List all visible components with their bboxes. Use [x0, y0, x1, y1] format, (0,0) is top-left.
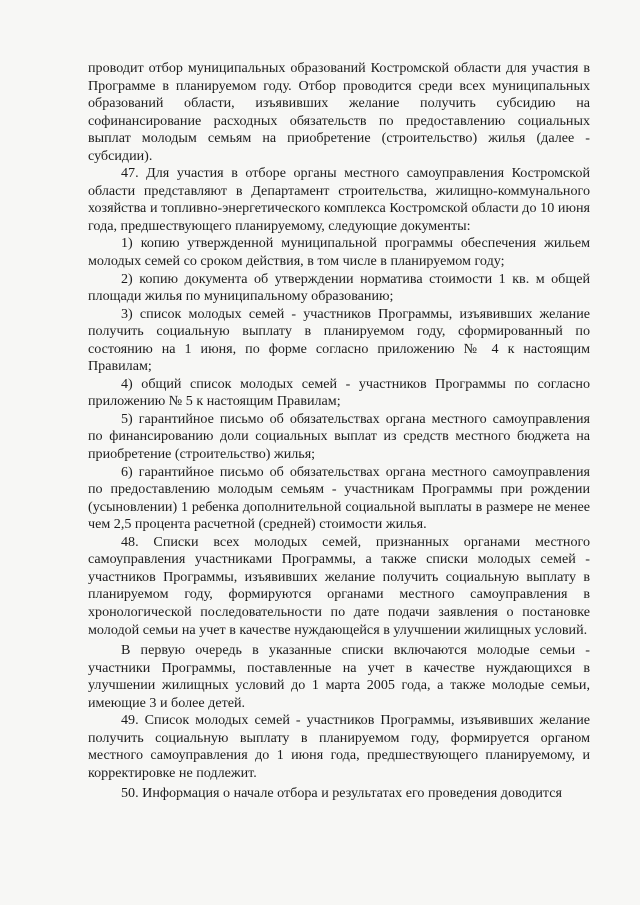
list-item-6: 6) гарантийное письмо об обязательствах органа местного самоуправления по предоставлению молодым семьям - участникам Программы при рождении (усыновлении) 1 ребенка дополнительной социальной выплаты в размере не менее чем 2,5 процента расчетной (средней) стоимости жилья. — [88, 463, 590, 533]
document-body — [88, 60, 590, 803]
paragraph-47: 47. Для участия в отборе органы местного самоуправления Костромской области представляют в Департамент строительства, жилищно-коммунального хозяйства и топливно-энергетического комплекса Костромской области до 10 июня года, предшествующего планируемому, следующие документы: — [88, 165, 590, 234]
paragraph-intro: проводит отбор муниципальных образований Костромской области для участия в Программе в планируемом году. Отбор проводится среди всех муниципальных образований области, изъявивших желание получить субсидию на софинансирование расходных обязательств по предоставлению социальных выплат молодым семьям на приобретение (строительство) жилья (далее - субсидии). — [88, 60, 590, 164]
list-item-4: 4) общий список молодых семей - участников Программы по согласно приложению № 5 к настоящим Правилам; — [88, 375, 590, 410]
list-item-3: 3) список молодых семей - участников Программы, изъявивших желание получить социальную выплату в планируемом году, сформированный по состоянию на 1 июня, по форме согласно приложению № 4 к настоящим Правилам; — [88, 305, 590, 375]
list-item-5: 5) гарантийное письмо об обязательствах органа местного самоуправления по финансированию доли социальных выплат из средств местного бюджета на приобретение (строительство) жилья; — [88, 410, 590, 463]
paragraph-48: 48. Списки всех молодых семей, признанных органами местного самоуправления участниками Программы, а также списки молодых семей - участников Программы, изъявивших желание получить социальную выплату в планируемом году, формируются органами местного самоуправления в хронологической последовательности по дате подачи заявления о постановке молодой семьи на учет в качестве нуждающейся в улучшении жилищных условий. — [88, 533, 590, 638]
paragraph-50: 50. Информация о начале отбора и результатах его проведения доводится — [121, 785, 562, 802]
list-item-2: 2) копию документа об утверждении норматива стоимости 1 кв. м общей площади жилья по муниципальному образованию; — [88, 270, 590, 305]
paragraph-49: 49. Список молодых семей - участников Программы, изъявивших желание получить социальную выплату в планируемом году, формируется органом местного самоуправления до 1 июня года, предшествующего планируемому, и корректировке не подлежит. — [88, 712, 590, 781]
paragraph-48-priority: В первую очередь в указанные списки включаются молодые семьи - участники Программы, поставленные на учет в качестве нуждающихся в улучшении жилищных условий до 1 марта 2005 года, а также молодые семьи, имеющие 3 и более детей. — [88, 642, 590, 711]
list-item-1: 1) копию утвержденной муниципальной программы обеспечения жильем молодых семей со сроком действия, в том числе в планируемом году; — [88, 235, 590, 270]
